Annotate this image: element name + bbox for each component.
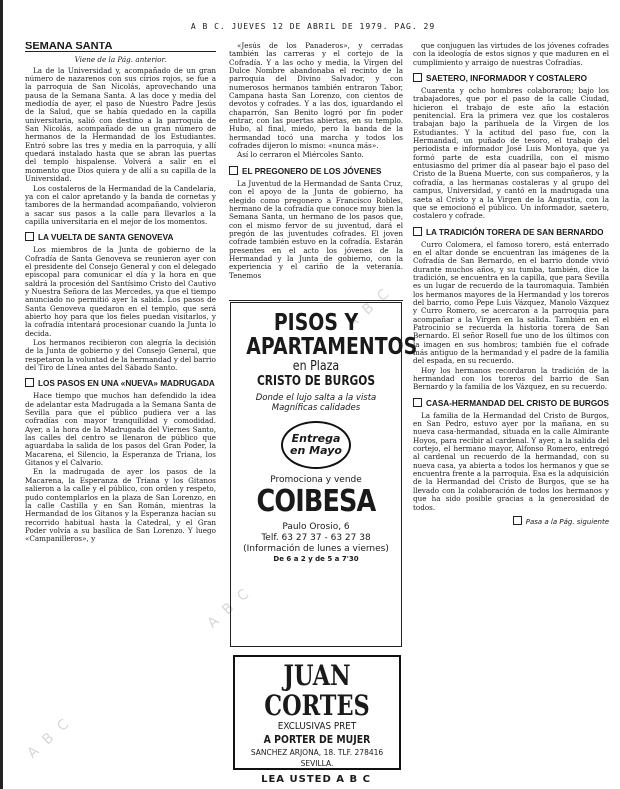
brand-name: COIBESA bbox=[256, 484, 376, 519]
advertisement-coibesa bbox=[230, 302, 418, 647]
square-bullet-icon bbox=[413, 73, 422, 82]
continuation-note: Pasa a la Pág. siguiente bbox=[413, 516, 609, 526]
brand-name: JUAN CORTES bbox=[264, 659, 370, 722]
paragraph: Los hermanos recibieron con alegría la decisión de la Junta de gobierno y del Consejo General, que respetaron la voluntad de la hermandad y del barrio del Tiro de Línea antes del Sábado Santo. bbox=[25, 338, 216, 373]
ad-address: Paulo Orosio, 6 bbox=[282, 522, 350, 532]
paragraph: Curro Colomera, el famoso torero, está enterrado en el altar donde se encuentran las imágenes de la Cofradía de San Bernardo, en el barrio donde vivió durante muchos años, y su tumba, también, dice la tradición, se encuentra en la capilla, que para Sevilla es un lugar de recuerdo de la tauromaquia. También los hermanos mayores de la Hermandad y los toreros del barrio, como Pepe Luis Vázquez, Manolo Vázquez y Curro Romero, se acercaron a la parroquia para acompañar a la Virgen en la salida. También en el Patrocinio se recuerda la historia torera de San Bernardo. El señor Rosell fue uno de los últimos con la imagen en sus hombros; también fue el cofrade más antiguo de la hermandad y el padre de la familia del espada, en su recuerdo. bbox=[413, 239, 609, 366]
slogan: LEA USTED A B C bbox=[261, 774, 371, 785]
archive-watermark: A B C bbox=[24, 714, 75, 762]
ad-line: EXCLUSIVAS PRET bbox=[277, 721, 357, 732]
section-title: SEMANA SANTA bbox=[25, 42, 216, 52]
paragraph: Hoy los hermanos recordaron la tradición de la hermandad con los toreros del barrio de San Bernardo y la familia de los Vázquez, en su recuerdo. bbox=[413, 365, 609, 392]
column-right bbox=[413, 42, 609, 782]
subsection-heading: EL PREGONERO DE LOS JÓVENES bbox=[229, 166, 403, 176]
paragraph: Así lo cerraron el Miércoles Santo. bbox=[237, 150, 364, 160]
ad-hours: De 6 a 2 y de 5 a 7'30 bbox=[273, 555, 359, 563]
ad-info: (Información de lunes a viernes) bbox=[243, 544, 389, 554]
subsection-heading: LA TRADICIÓN TORERA DE SAN BERNARDO bbox=[413, 227, 609, 237]
square-bullet-icon bbox=[413, 227, 422, 236]
paragraph: Hace tiempo que muchos han defendido la idea de adelantar esta Madrugada a la Semana Santa de Sevilla para que el público pudiera ver a las cofradías con mayor tranquilidad y comodidad. Ayer, a la hora de la Madrugada del Viernes Santo, las calles del centro se llenaron de público que aguardaba la salida de los pasos del Gran Poder, la Macarena, el Silencio, la Esperanza de Triana, los Gitanos y el Calvario. bbox=[25, 391, 216, 468]
ad-headline: APARTAMENTOS bbox=[246, 334, 418, 360]
delivery-badge: Entrega en Mayo bbox=[281, 421, 351, 469]
paragraph: Los costaleros de la Hermandad de la Candelaria, ya con el calor apretando y la banda de cornetas y tambores de la hermandad acompañando, volvieron a sacar sus pasos a la calle para llevarlos a la capilla universitaria en el mejor de los momentos. bbox=[25, 183, 216, 226]
subsection-heading: LA VUELTA DE SANTA GENOVEVA bbox=[25, 232, 216, 242]
paragraph: La de la Universidad y, acompañado de un gran número de nazarenos con sus cirios rojos, se fue a la parroquia de San Nicolás, aprovechando una pausa de la Semana Santa. A las doce y media del mediodía de ayer, el paso de Nuestro Padre Jesús de la Salud, que se había quedado en la capilla universitaria, salió con destino a la parroquia de San Nicolás, acompañado de un gran número de hermanos de la Hermandad de los Estudiantes. Entró sobre las tres y media en la parroquia, y allí quedará instalado hasta que se abran las puertas del templo hispalense. Volverá a salir en el momento que Dios quiera y de allí a su capilla de la Universidad. bbox=[25, 65, 216, 184]
paragraph: La familia de la Hermandad del Cristo de Burgos, en San Pedro, estuvo ayer por la mañana, en su nueva casa-hermandad, situada en la calle Almirante Hoyos, para recibir al cardenal. Y ayer, a la salida del cortejo, el hermano mayor, Alfonso Romero, entregó al cardenal un recuerdo de la hermandad, con su nueva casa, ya abierta a todos los hermanos y que se encuentra frente a la parroquia. Esa es la adquisición de la Hermandad del Cristo de Burgos, que se ha llevado con la colaboración de todos los hermanos y que ha sido posible gracias a la generosidad de todos. bbox=[413, 410, 609, 512]
byline: Viene de la Pág. anterior. bbox=[74, 55, 167, 65]
square-bullet-icon bbox=[513, 516, 522, 525]
ad-city: SEVILLA. bbox=[300, 759, 334, 768]
square-bullet-icon bbox=[229, 166, 238, 175]
ad-subline: en Plaza bbox=[292, 359, 340, 374]
ad-tagline: Donde el lujo salta a la vista bbox=[255, 393, 377, 403]
subsection-heading: SAETERO, INFORMADOR Y COSTALERO bbox=[413, 73, 609, 83]
column-middle bbox=[229, 42, 403, 297]
column-left bbox=[25, 42, 216, 782]
square-bullet-icon bbox=[413, 398, 422, 407]
ad-promo: Promociona y vende bbox=[270, 475, 362, 485]
ad-tagline: Magníficas calidades bbox=[271, 403, 361, 413]
paragraph: La Juventud de la Hermandad de Santa Cruz, con el apoyo de la Junta de gobierno, ha elegido como pregonero a Francisco Robles, hermano de la cofradía que conoce muy bien la Semana Santa, un hermano de los pasos que, con el mismo fervor de su juventud, dará el pregón de las juventudes cofrades. El joven cofrade también estuvo en la cofradía. Estarán presentes en el acto los jóvenes de la Hermandad y la Junta de gobierno, con la experiencia y el cariño de la veteranía. Tenemos bbox=[229, 178, 403, 280]
archive-watermark: A B C bbox=[344, 284, 395, 332]
ad-headline: PISOS Y bbox=[273, 310, 359, 336]
paragraph: que conjuguen las virtudes de los jóvenes cofrades con la ideología de estos signos y que maduren en el cumplimiento y arraigo de nuestras Cofradías. bbox=[413, 42, 609, 67]
paragraph: Cuarenta y ocho hombres colaboraron; bajo los trabajadores, que por el paso de la calle Ciudad, hicieron el trabajo de este año la estación penitencial. Era la primera vez que los costaleros trabajan bajo la parihuela de la Virgen de los Estudiantes. Y la actitud del paso fue, con la Hermandad, un puñado de tesoro, el trabajo del periodista e informador José Luis Montoya, que ya formó parte de esta cuadrilla, con el mismo entusiasmo del primer día al pasear bajo el paso del Cristo de la Buena Muerte, con sus compañeros, y la cofradía, a las hermanas costaleras y al grupo del campus, Universidad, y cantó en la madrugada una saeta al Cristo y a la Virgen de la Angustia, con la que se emocionó el público. Un informador, saetero, costalero y cofrade. bbox=[413, 86, 609, 221]
ad-line: A PORTER DE MUJER bbox=[263, 733, 371, 746]
paragraph: Los miembros de la Junta de gobierno de la Cofradía de Santa Genoveva se reunieron ayer con el presidente del Consejo General y con el delegado episcopal para comunicar el día y la hora en que saldrá la procesión del Santísimo Cristo del Cautivo y Nuestra Señora de las Mercedes, ya que el tiempo anunciado no permitió ayer la salida. Los pasos de Santa Genoveva quedaron en el templo, que será abierto hoy para que los fieles puedan visitarlos, y la cofradía intentará procesionar cuando la Junta lo decida. bbox=[25, 245, 216, 338]
ad-phone: Telf. 63 27 37 - 63 27 38 bbox=[261, 533, 371, 543]
paragraph: «Jesús de los Panaderos», y cerradas también las carreras y el cortejo de la Cofradía. Y a las ocho y media, la Virgen del Dulce Nombre abandonaba el recinto de la parroquia del Divino Salvador, y con numerosos hermanos también entraron Tabor, Campana hasta San Lorenzo, con cientos de devotos y cofrades. Y a las dos, iguardando el chaparrón, San Benito logró por fin poder entrar, con las puertas abiertas, en su templo. Hubo, al final, miedo, pero la banda de la hermandad tocó una marcha y todos los cofrades dijeron lo mismo: «nunca más». bbox=[229, 42, 403, 151]
square-bullet-icon bbox=[25, 232, 34, 241]
running-head: A B C. JUEVES 12 DE ABRIL DE 1979. PAG. 29 bbox=[190, 22, 436, 31]
subsection-heading: LOS PASOS EN UNA «NUEVA» MADRUGADA bbox=[25, 378, 216, 388]
subsection-heading: CASA-HERMANDAD DEL CRISTO DE BURGOS bbox=[413, 398, 609, 408]
advertisement-juan-cortes bbox=[233, 655, 401, 770]
paragraph: En la madrugada de ayer los pasos de la Macarena, la Esperanza de Triana y los Gitanos salieron a la calle y el público, con orden y respeto, pudo contemplarlos en la plaza de San Lorenzo, en la calle Castilla y en San Román, mientras la Hermandad de los Gitanos y la Esperanza hacían su recorrido habitual hasta la Catedral, y el Gran Poder volvía a su basílica de San Lorenzo. Y luego «Campanilleros», y bbox=[25, 467, 216, 544]
ad-location: CRISTO DE BURGOS bbox=[256, 374, 376, 389]
square-bullet-icon bbox=[25, 378, 34, 387]
archive-watermark: A B C bbox=[204, 584, 255, 632]
ad-address: SANCHEZ ARJONA, 18. TLF. 278416 bbox=[250, 748, 384, 757]
